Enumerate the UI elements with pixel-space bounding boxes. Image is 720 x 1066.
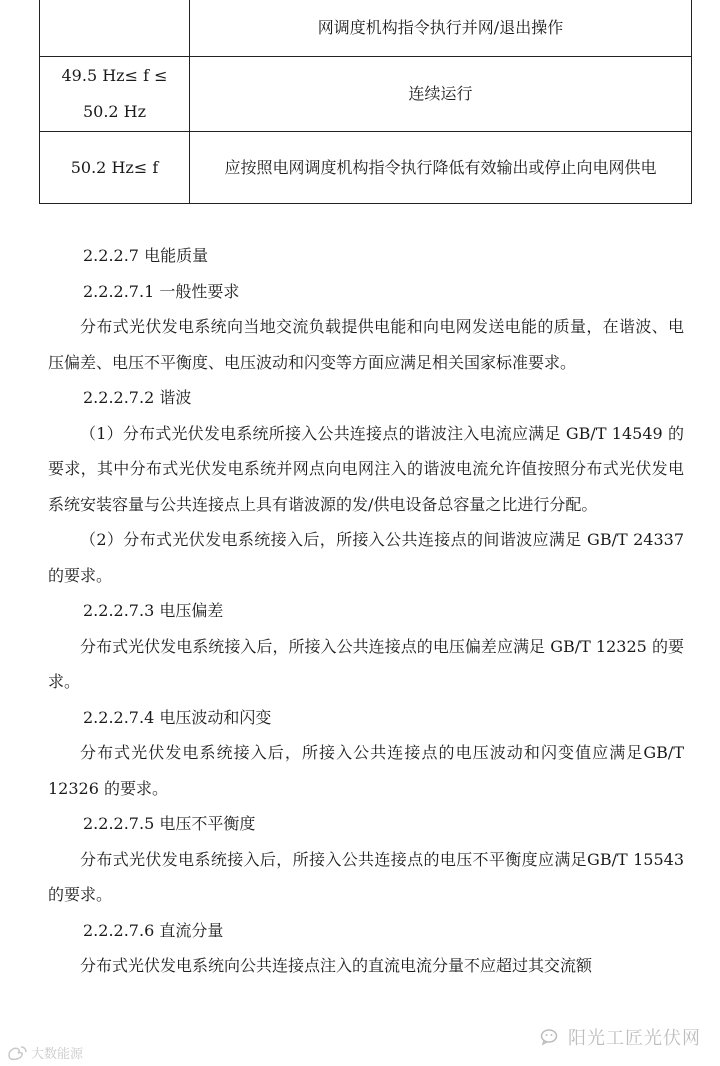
section-heading: 2.2.2.7.3 电压偏差 — [83, 601, 224, 620]
watermark-right-text: 阳光工匠光伏网 — [568, 1028, 701, 1049]
table-cell-condition: 50.2 Hz≤ f — [40, 132, 190, 204]
section-heading: 2.2.2.7 电能质量 — [83, 246, 209, 265]
table-row — [40, 57, 692, 132]
table-cell-condition — [40, 0, 190, 57]
paragraph: 分布式光伏发电系统向当地交流负载提供电能和向电网发送电能的质量，在谐波、电压偏差、电压不平衡度、电压波动和闪变等方面应满足相关国家标准要求。 — [48, 317, 684, 372]
table-row — [40, 0, 692, 57]
paragraph: 分布式光伏发电系统接入后，所接入公共连接点的电压偏差应满足 GB/T 12325 的要求。 — [48, 636, 684, 691]
paragraph: （1）分布式光伏发电系统所接入公共连接点的谐波注入电流应满足 GB/T 14549 的要求，其中分布式光伏发电系统并网点向电网注入的谐波电流允许值按照分布式光伏发电系统安装容量与公共连接点上具有谐波源的发/供电设备总容量之比进行分配。 — [48, 423, 684, 514]
section-heading: 2.2.2.7.6 直流分量 — [83, 920, 224, 940]
watermark-right — [540, 1024, 701, 1050]
table-cell-condition: 49.5 Hz≤ f ≤ 50.2 Hz — [40, 57, 190, 132]
paragraph: （2）分布式光伏发电系统接入后，所接入公共连接点的间谐波应满足 GB/T 24337 的要求。 — [48, 530, 684, 585]
section-heading: 2.2.2.7.5 电压不平衡度 — [83, 814, 256, 833]
paragraph: 分布式光伏发电系统向公共连接点注入的直流电流分量不应超过其交流额 — [80, 956, 593, 975]
table-cell-requirement: 连续运行 — [190, 57, 692, 132]
section-heading: 2.2.2.7.2 谐波 — [83, 388, 192, 407]
wechat-icon — [540, 1028, 562, 1046]
table-row — [40, 132, 692, 204]
weibo-icon — [6, 1044, 28, 1062]
frequency-requirements-table — [39, 0, 692, 204]
watermark-left-text: 大数能源 — [31, 1047, 84, 1062]
table-cell-requirement: 网调度机构指令执行并网/退出操作 — [190, 0, 692, 57]
table-cell-requirement: 应按照电网调度机构指令执行降低有效输出或停止向电网供电 — [190, 132, 692, 204]
paragraph: 分布式光伏发电系统接入后，所接入公共连接点的电压波动和闪变值应满足GB/T 12326 的要求。 — [48, 743, 684, 798]
section-heading: 2.2.2.7.1 一般性要求 — [83, 281, 240, 301]
paragraph: 分布式光伏发电系统接入后，所接入公共连接点的电压不平衡度应满足GB/T 15543 的要求。 — [48, 849, 684, 904]
document-body — [48, 238, 684, 984]
section-heading: 2.2.2.7.4 电压波动和闪变 — [83, 707, 272, 727]
watermark-left — [6, 1043, 83, 1062]
